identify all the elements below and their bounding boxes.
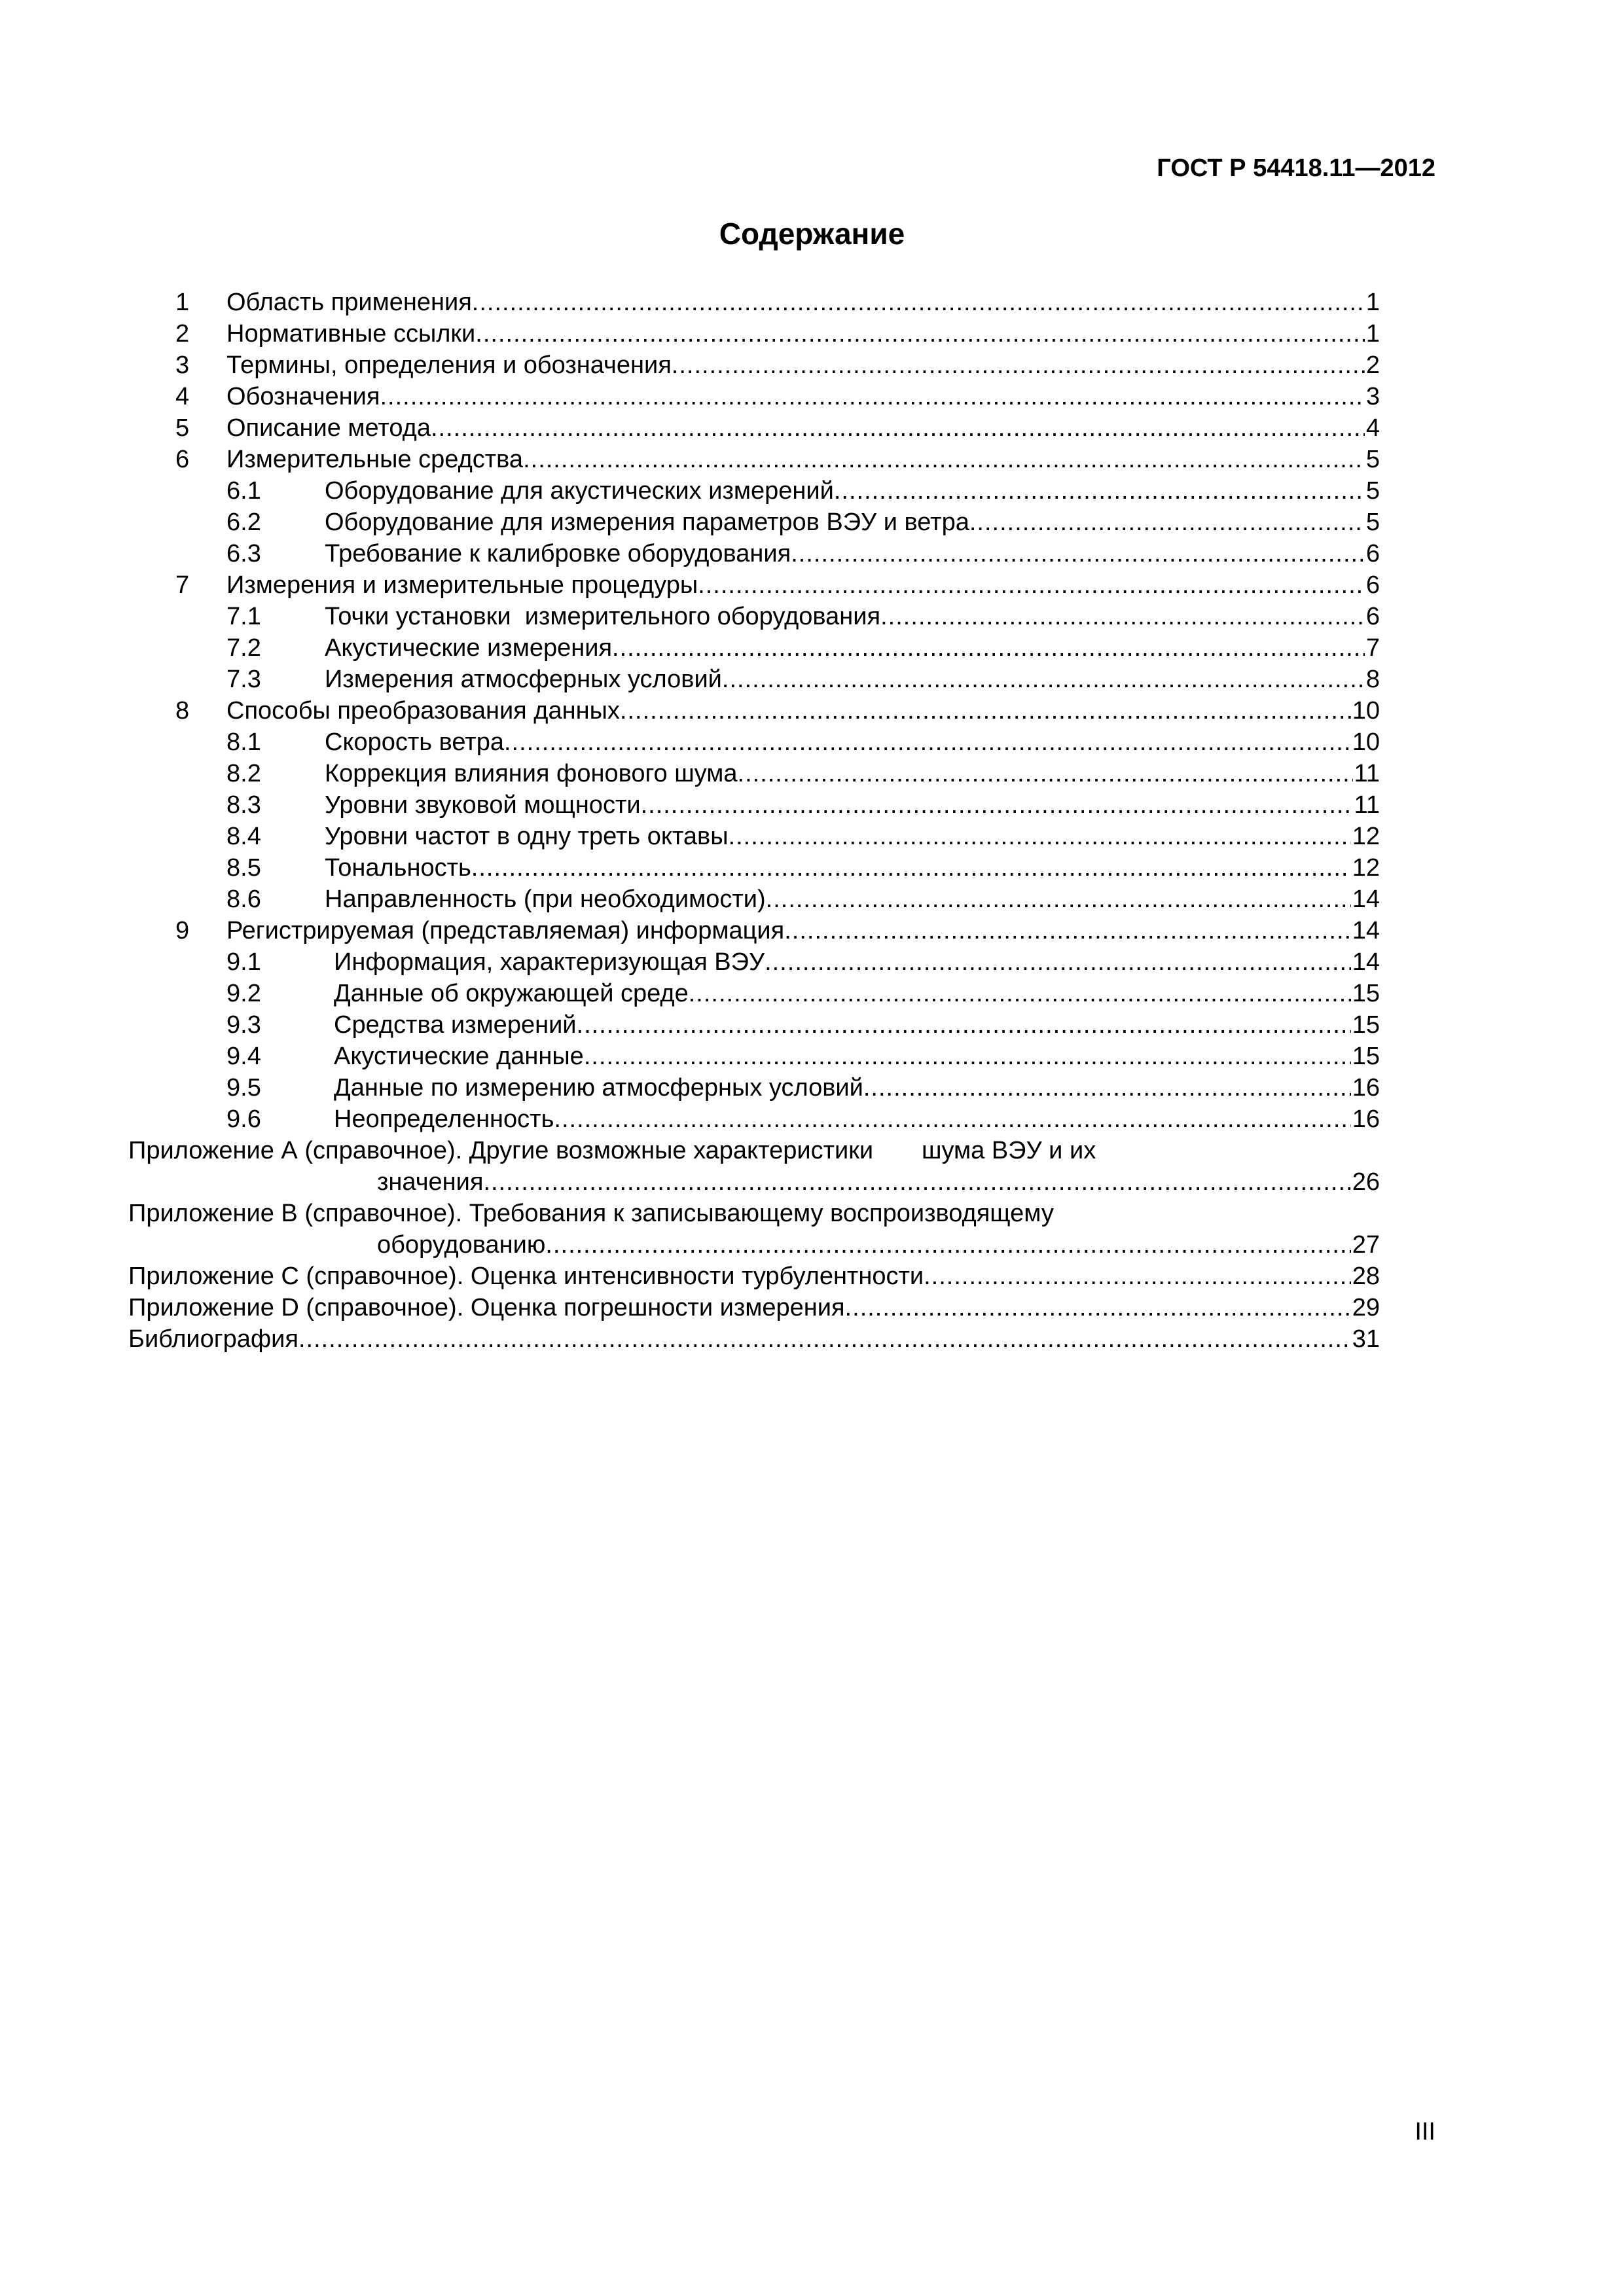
leader-dots [620,695,1351,726]
toc-entry-9-1[interactable] [128,946,1380,978]
toc-entry-page: 7 [1365,634,1380,662]
toc-entry-label: Регистрируемая (представляемая) информация [226,917,785,944]
toc-entry-page: 16 [1352,1105,1380,1133]
toc-entry-page: 12 [1352,823,1380,850]
leader-dots [729,821,1351,852]
toc-entry-appendix-b[interactable] [128,1198,1380,1229]
toc-entry-2[interactable] [128,318,1380,350]
toc-entry-8-2[interactable] [128,758,1380,789]
toc-entry-page: 27 [1352,1231,1380,1259]
toc-entry-7[interactable] [128,569,1380,601]
toc-entry-page: 29 [1352,1294,1380,1321]
toc-entry-number: 9.5 [226,1074,261,1102]
toc-entry-label: Уровни звуковой мощности [325,791,641,819]
toc-entry-number: 8.2 [226,760,261,787]
toc-entry-page: 11 [1354,760,1380,787]
leader-dots [863,1072,1351,1103]
toc-entry-number: 9.6 [226,1105,261,1133]
toc-entry-label: Измерения и измерительные процедуры [226,571,698,599]
toc-entry-page: 6 [1365,571,1380,599]
toc-entry-appendix-c[interactable] [128,1261,1380,1292]
toc-entry-label: Область применения [226,289,472,316]
toc-entry-9-4[interactable] [128,1041,1380,1072]
toc-entry-label: Измерительные средства [226,446,524,473]
toc-entry-6[interactable] [128,444,1380,475]
toc-entry-6-1[interactable] [128,475,1380,507]
toc-entry-label: Обозначения [226,383,380,410]
toc-entry-label: Требование к калибровке оборудования [325,540,791,567]
toc-entry-label: Описание метода [226,414,431,442]
leader-dots [523,444,1365,475]
leader-dots [834,475,1365,507]
leader-dots [641,789,1353,821]
toc-entry-4[interactable] [128,381,1380,412]
toc-entry-appendix-d[interactable] [128,1292,1380,1323]
toc-entry-number: 8.1 [226,728,261,756]
leader-dots [738,758,1353,789]
toc-entry-page: 28 [1352,1263,1380,1290]
toc-entry-number: 6 [175,446,190,473]
toc-entry-page: 5 [1365,446,1380,473]
toc-entry-label: Оборудование для измерения параметров ВЭУ и ветра [325,509,969,536]
toc-entry-label: Акустические измерения [325,634,613,662]
toc-entry-label: значения [377,1168,484,1196]
toc-entry-label: Библиография [128,1325,298,1353]
toc-entry-8-3[interactable] [128,789,1380,821]
leader-dots [722,664,1365,695]
toc-entry-page: 15 [1352,1043,1380,1070]
toc-entry-label: Акустические данные [334,1043,584,1070]
toc-entry-page: 3 [1365,383,1380,410]
toc-entry-number: 6.1 [226,477,261,505]
toc-entry-page: 14 [1352,948,1380,976]
toc-entry-number: 8.5 [226,854,261,882]
toc-entry-number: 9.1 [226,948,261,976]
toc-entry-label: Приложение В (справочное). Требования к записывающему воспроизводящему [128,1200,1054,1227]
toc-entry-8-6[interactable] [128,884,1380,915]
toc-entry-page: 14 [1352,917,1380,944]
leader-dots [784,915,1350,946]
toc-entry-number: 3 [175,351,190,379]
toc-entry-number: 9.4 [226,1043,261,1070]
leader-dots [880,601,1365,632]
toc-entry-label: Информация, характеризующая ВЭУ [334,948,765,976]
toc-entry-number: 2 [175,320,190,348]
toc-entry-number: 8.4 [226,823,261,850]
leader-dots [577,1009,1351,1041]
toc-entry-label: Приложение А (справочное). Другие возможные характеристики шума ВЭУ и их [128,1137,1096,1164]
toc-entry-page: 31 [1352,1325,1380,1353]
toc-entry-page: 5 [1365,477,1380,505]
toc-entry-page: 5 [1365,509,1380,536]
leader-dots [584,1041,1351,1072]
toc-entry-9-5[interactable] [128,1072,1380,1103]
toc-entry-8-1[interactable] [128,726,1380,758]
toc-entry-page: 4 [1365,414,1380,442]
toc-entry-label: Тональность [325,854,471,882]
leader-dots [483,1166,1350,1198]
toc-entry-page: 1 [1365,320,1380,348]
toc-entry-7-3[interactable] [128,664,1380,695]
toc-entry-number: 8 [175,697,190,725]
toc-entry-number: 4 [175,383,190,410]
toc-entry-label: оборудованию [377,1231,546,1259]
toc-entry-8[interactable] [128,695,1380,726]
leader-dots [298,1323,1351,1355]
toc-entry-page: 15 [1352,1011,1380,1039]
toc-entry-page: 1 [1365,289,1380,316]
toc-entry-number: 9.2 [226,980,261,1007]
leader-dots [765,946,1351,978]
leader-dots [554,1103,1350,1135]
toc-entry-page: 14 [1352,886,1380,913]
toc-entry-number: 7.1 [226,603,261,630]
toc-entry-label: Данные об окружающей среде [334,980,689,1007]
toc-entry-page: 8 [1365,666,1380,693]
toc-entry-5[interactable] [128,412,1380,444]
toc-entry-number: 5 [175,414,190,442]
leader-dots [924,1261,1351,1292]
toc-entry-9-3[interactable] [128,1009,1380,1041]
toc-entry-3[interactable] [128,350,1380,381]
leader-dots [766,884,1351,915]
toc-entry-page: 12 [1352,854,1380,882]
leader-dots [504,726,1351,758]
leader-dots [698,569,1365,601]
toc-entry-label: Термины, определения и обозначения [226,351,672,379]
toc-entry-label: Уровни частот в одну треть октавы [325,823,729,850]
toc-entry-label: Данные по измерению атмосферных условий [334,1074,863,1102]
toc-entry-page: 16 [1352,1074,1380,1102]
toc-entry-7-1[interactable] [128,601,1380,632]
toc-entry-label: Приложение D (справочное). Оценка погрешности измерения [128,1294,845,1321]
toc-entry-label: Оборудование для акустических измерений [325,477,834,505]
toc-entry-page: 11 [1354,791,1380,819]
toc-entry-6-3[interactable] [128,538,1380,569]
toc-entry-label: Приложение С (справочное). Оценка интенсивности турбулентности [128,1263,924,1290]
toc-entry-8-5[interactable] [128,852,1380,884]
toc-entry-page: 10 [1352,697,1380,725]
toc-entry-page: 2 [1365,351,1380,379]
toc-entry-number: 6.2 [226,509,261,536]
toc-entry-8-4[interactable] [128,821,1380,852]
toc-entry-appendix-b-cont[interactable] [128,1229,1380,1261]
toc-entry-number: 7.2 [226,634,261,662]
toc-entry-page: 15 [1352,980,1380,1007]
leader-dots [475,318,1365,350]
toc-entry-number: 7.3 [226,666,261,693]
leader-dots [380,381,1364,412]
toc-entry-page: 6 [1365,540,1380,567]
toc-entry-6-2[interactable] [128,507,1380,538]
table-of-contents [128,287,1380,1355]
toc-entry-appendix-a-cont[interactable] [128,1166,1380,1198]
toc-entry-label: Скорость ветра [325,728,504,756]
page-number: III [1415,2118,1435,2145]
toc-entry-label: Средства измерений [334,1011,577,1039]
toc-entry-label: Направленность (при необходимости) [325,886,766,913]
toc-entry-number: 8.6 [226,886,261,913]
toc-entry-number: 9.3 [226,1011,261,1039]
toc-entry-label: Точки установки измерительного оборудования [325,603,881,630]
toc-entry-bibliography[interactable] [128,1323,1380,1355]
toc-entry-page: 6 [1365,603,1380,630]
toc-entry-9[interactable] [128,915,1380,946]
toc-entry-1[interactable] [128,287,1380,318]
toc-entry-appendix-a[interactable] [128,1135,1380,1166]
toc-entry-number: 6.3 [226,540,261,567]
leader-dots [612,632,1365,664]
toc-entry-label: Неопределенность [334,1105,554,1133]
toc-entry-number: 7 [175,571,190,599]
leader-dots [472,287,1365,318]
toc-entry-label: Способы преобразования данных [226,697,620,725]
leader-dots [845,1292,1351,1323]
toc-entry-9-6[interactable] [128,1103,1380,1135]
leader-dots [431,412,1365,444]
toc-entry-label: Нормативные ссылки [226,320,476,348]
toc-entry-number: 9 [175,917,190,944]
toc-entry-label: Коррекция влияния фонового шума [325,760,738,787]
document-code: ГОСТ Р 54418.11—2012 [1157,154,1435,182]
toc-entry-number: 8.3 [226,791,261,819]
toc-entry-label: Измерения атмосферных условий [325,666,722,693]
toc-entry-number: 1 [175,289,190,316]
toc-entry-page: 26 [1352,1168,1380,1196]
leader-dots [672,350,1365,381]
leader-dots [689,978,1351,1009]
toc-entry-9-2[interactable] [128,978,1380,1009]
leader-dots [471,852,1351,884]
page-title: Содержание [719,217,905,251]
leader-dots [545,1229,1350,1261]
toc-entry-7-2[interactable] [128,632,1380,664]
toc-entry-page: 10 [1352,728,1380,756]
leader-dots [791,538,1365,569]
leader-dots [969,507,1365,538]
